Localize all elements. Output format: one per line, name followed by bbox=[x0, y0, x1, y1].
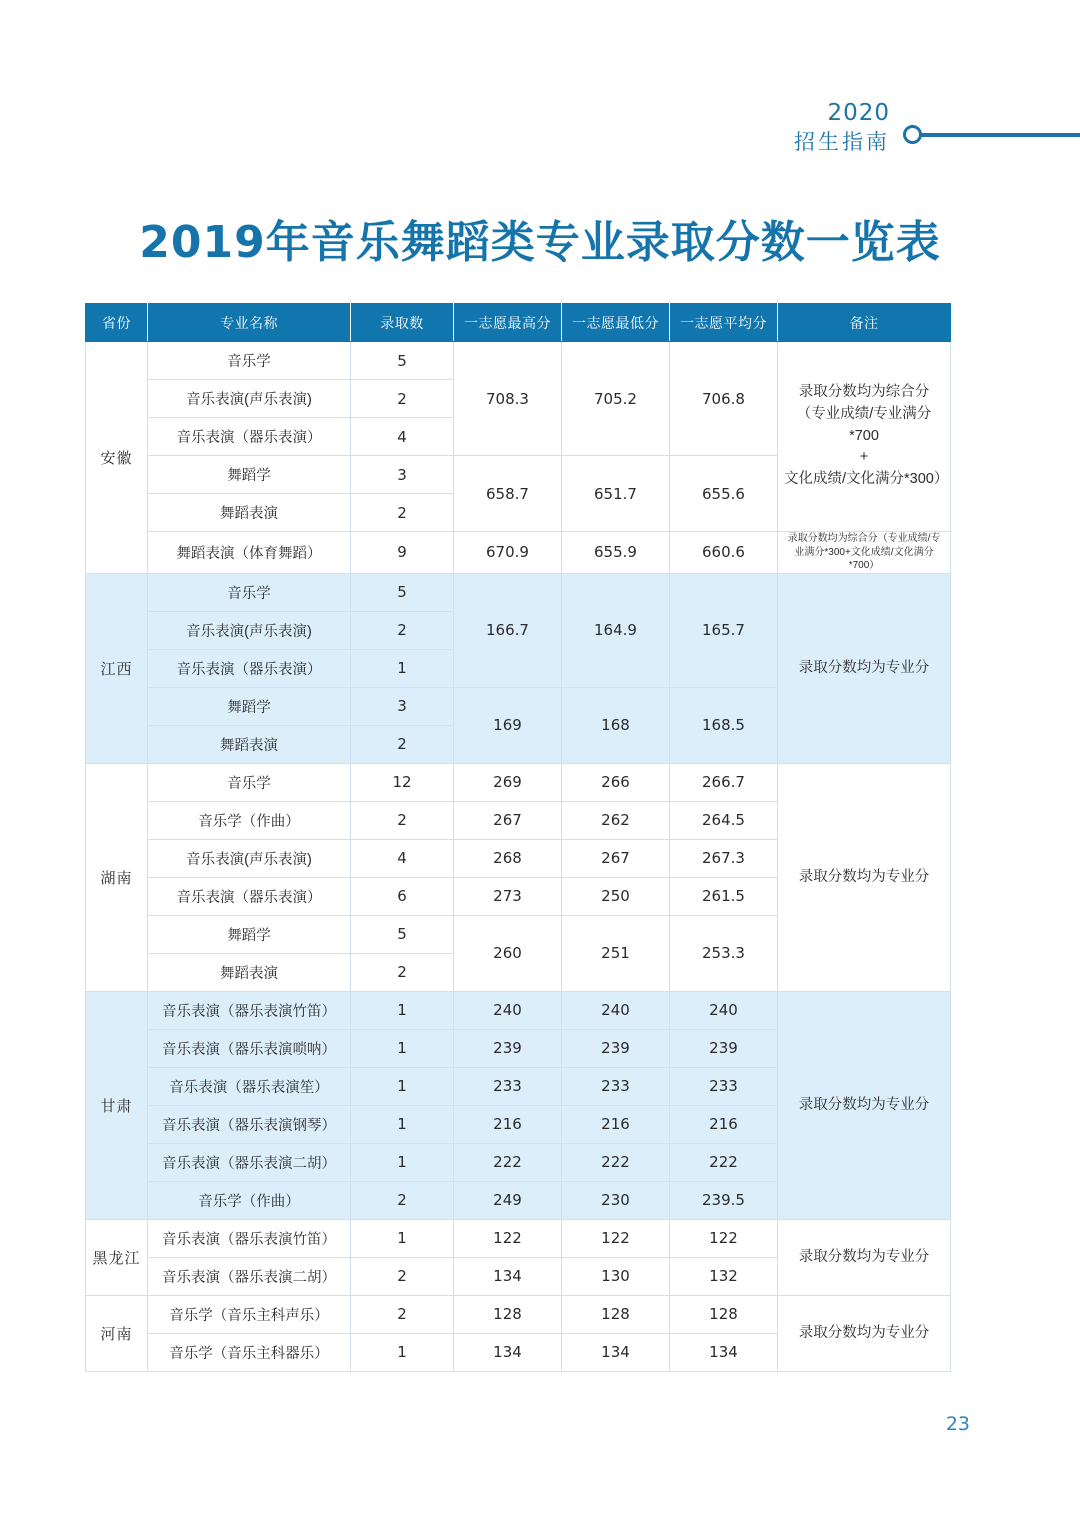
cell-count: 5 bbox=[351, 573, 454, 611]
cell-average: 706.8 bbox=[670, 342, 778, 456]
cell-province: 河南 bbox=[86, 1295, 148, 1371]
cell-lowest: 164.9 bbox=[562, 573, 670, 687]
cell-highest: 134 bbox=[454, 1257, 562, 1295]
cell-average: 233 bbox=[670, 1067, 778, 1105]
table-head bbox=[86, 304, 951, 342]
header-subtitle: 招生指南 bbox=[794, 130, 890, 154]
cell-major: 舞蹈学 bbox=[148, 456, 351, 494]
scores-table bbox=[85, 303, 951, 1372]
cell-count: 1 bbox=[351, 1105, 454, 1143]
cell-province: 湖南 bbox=[86, 763, 148, 991]
col-header-count: 录取数 bbox=[351, 304, 454, 342]
header-rule bbox=[920, 133, 1080, 137]
cell-count: 2 bbox=[351, 494, 454, 532]
cell-highest: 166.7 bbox=[454, 573, 562, 687]
table-row bbox=[86, 1295, 951, 1333]
cell-lowest: 239 bbox=[562, 1029, 670, 1067]
cell-count: 6 bbox=[351, 877, 454, 915]
cell-average: 267.3 bbox=[670, 839, 778, 877]
cell-highest: 670.9 bbox=[454, 532, 562, 574]
cell-highest: 169 bbox=[454, 687, 562, 763]
cell-lowest: 128 bbox=[562, 1295, 670, 1333]
cell-lowest: 705.2 bbox=[562, 342, 670, 456]
cell-major: 音乐学 bbox=[148, 763, 351, 801]
cell-major: 音乐表演(声乐表演) bbox=[148, 380, 351, 418]
cell-remark: 录取分数均为专业分 bbox=[778, 991, 951, 1219]
scores-table-container bbox=[85, 303, 950, 1372]
cell-major: 音乐表演（器乐表演二胡） bbox=[148, 1143, 351, 1181]
cell-major: 音乐表演(声乐表演) bbox=[148, 839, 351, 877]
cell-count: 1 bbox=[351, 1333, 454, 1371]
cell-count: 2 bbox=[351, 1257, 454, 1295]
cell-major: 音乐表演(声乐表演) bbox=[148, 611, 351, 649]
cell-count: 1 bbox=[351, 1143, 454, 1181]
cell-average: 655.6 bbox=[670, 456, 778, 532]
cell-remark: 录取分数均为综合分（专业成绩/专业满分*300+文化成绩/文化满分*700） bbox=[778, 532, 951, 574]
cell-highest: 122 bbox=[454, 1219, 562, 1257]
cell-average: 239 bbox=[670, 1029, 778, 1067]
cell-major: 音乐学（作曲） bbox=[148, 1181, 351, 1219]
col-header-average: 一志愿平均分 bbox=[670, 304, 778, 342]
cell-remark: 录取分数均为专业分 bbox=[778, 573, 951, 763]
table-body bbox=[86, 342, 951, 1372]
col-header-province: 省份 bbox=[86, 304, 148, 342]
cell-count: 5 bbox=[351, 915, 454, 953]
cell-average: 165.7 bbox=[670, 573, 778, 687]
cell-count: 9 bbox=[351, 532, 454, 574]
cell-highest: 260 bbox=[454, 915, 562, 991]
cell-average: 239.5 bbox=[670, 1181, 778, 1219]
cell-major: 音乐学 bbox=[148, 573, 351, 611]
col-header-highest: 一志愿最高分 bbox=[454, 304, 562, 342]
cell-province: 江西 bbox=[86, 573, 148, 763]
col-header-major: 专业名称 bbox=[148, 304, 351, 342]
cell-average: 660.6 bbox=[670, 532, 778, 574]
cell-highest: 273 bbox=[454, 877, 562, 915]
cell-average: 253.3 bbox=[670, 915, 778, 991]
cell-count: 3 bbox=[351, 687, 454, 725]
cell-highest: 267 bbox=[454, 801, 562, 839]
table-row bbox=[86, 532, 951, 574]
table-row bbox=[86, 763, 951, 801]
cell-lowest: 130 bbox=[562, 1257, 670, 1295]
cell-count: 4 bbox=[351, 839, 454, 877]
cell-count: 4 bbox=[351, 418, 454, 456]
cell-highest: 134 bbox=[454, 1333, 562, 1371]
cell-count: 2 bbox=[351, 725, 454, 763]
cell-lowest: 251 bbox=[562, 915, 670, 991]
cell-average: 261.5 bbox=[670, 877, 778, 915]
cell-average: 216 bbox=[670, 1105, 778, 1143]
cell-count: 1 bbox=[351, 991, 454, 1029]
cell-average: 266.7 bbox=[670, 763, 778, 801]
col-header-lowest: 一志愿最低分 bbox=[562, 304, 670, 342]
cell-highest: 268 bbox=[454, 839, 562, 877]
cell-highest: 240 bbox=[454, 991, 562, 1029]
cell-average: 132 bbox=[670, 1257, 778, 1295]
cell-highest: 233 bbox=[454, 1067, 562, 1105]
cell-count: 2 bbox=[351, 1295, 454, 1333]
cell-lowest: 262 bbox=[562, 801, 670, 839]
cell-lowest: 651.7 bbox=[562, 456, 670, 532]
cell-count: 2 bbox=[351, 1181, 454, 1219]
cell-major: 音乐表演（器乐表演竹笛） bbox=[148, 991, 351, 1029]
cell-highest: 658.7 bbox=[454, 456, 562, 532]
cell-highest: 216 bbox=[454, 1105, 562, 1143]
cell-major: 音乐学（作曲） bbox=[148, 801, 351, 839]
cell-count: 1 bbox=[351, 1067, 454, 1105]
cell-major: 音乐表演（器乐表演竹笛） bbox=[148, 1219, 351, 1257]
cell-major: 音乐学（音乐主科声乐） bbox=[148, 1295, 351, 1333]
cell-count: 5 bbox=[351, 342, 454, 380]
cell-lowest: 266 bbox=[562, 763, 670, 801]
cell-major: 音乐表演（器乐表演笙） bbox=[148, 1067, 351, 1105]
cell-average: 128 bbox=[670, 1295, 778, 1333]
cell-major: 音乐表演（器乐表演） bbox=[148, 877, 351, 915]
cell-remark: 录取分数均为专业分 bbox=[778, 1219, 951, 1295]
cell-highest: 222 bbox=[454, 1143, 562, 1181]
cell-major: 舞蹈表演 bbox=[148, 494, 351, 532]
col-header-remark: 备注 bbox=[778, 304, 951, 342]
cell-remark: 录取分数均为专业分 bbox=[778, 763, 951, 991]
cell-lowest: 168 bbox=[562, 687, 670, 763]
table-row bbox=[86, 991, 951, 1029]
cell-count: 1 bbox=[351, 649, 454, 687]
cell-major: 舞蹈表演 bbox=[148, 953, 351, 991]
cell-province: 甘肃 bbox=[86, 991, 148, 1219]
table-row bbox=[86, 1219, 951, 1257]
cell-remark: 录取分数均为综合分 （专业成绩/专业满分*700 + 文化成绩/文化满分*300） bbox=[778, 342, 951, 532]
cell-lowest: 122 bbox=[562, 1219, 670, 1257]
cell-major: 舞蹈表演（体育舞蹈） bbox=[148, 532, 351, 574]
cell-major: 音乐表演（器乐表演钢琴） bbox=[148, 1105, 351, 1143]
cell-highest: 128 bbox=[454, 1295, 562, 1333]
cell-major: 音乐表演（器乐表演二胡） bbox=[148, 1257, 351, 1295]
cell-major: 音乐表演（器乐表演唢呐） bbox=[148, 1029, 351, 1067]
cell-highest: 708.3 bbox=[454, 342, 562, 456]
cell-province: 黑龙江 bbox=[86, 1219, 148, 1295]
table-row bbox=[86, 573, 951, 611]
cell-lowest: 240 bbox=[562, 991, 670, 1029]
cell-lowest: 250 bbox=[562, 877, 670, 915]
page-number: 23 bbox=[945, 1413, 970, 1435]
cell-count: 2 bbox=[351, 611, 454, 649]
cell-average: 222 bbox=[670, 1143, 778, 1181]
cell-average: 122 bbox=[670, 1219, 778, 1257]
header-year: 2020 bbox=[827, 100, 890, 126]
cell-major: 音乐表演（器乐表演） bbox=[148, 649, 351, 687]
cell-province: 安徽 bbox=[86, 342, 148, 574]
cell-highest: 249 bbox=[454, 1181, 562, 1219]
cell-highest: 239 bbox=[454, 1029, 562, 1067]
cell-count: 2 bbox=[351, 380, 454, 418]
cell-major: 音乐表演（器乐表演） bbox=[148, 418, 351, 456]
cell-lowest: 222 bbox=[562, 1143, 670, 1181]
cell-count: 3 bbox=[351, 456, 454, 494]
table-row bbox=[86, 342, 951, 380]
cell-major: 音乐学（音乐主科器乐） bbox=[148, 1333, 351, 1371]
table-header-row bbox=[86, 304, 951, 342]
cell-lowest: 233 bbox=[562, 1067, 670, 1105]
cell-lowest: 216 bbox=[562, 1105, 670, 1143]
cell-average: 264.5 bbox=[670, 801, 778, 839]
cell-count: 2 bbox=[351, 953, 454, 991]
cell-average: 240 bbox=[670, 991, 778, 1029]
cell-average: 168.5 bbox=[670, 687, 778, 763]
cell-major: 舞蹈学 bbox=[148, 687, 351, 725]
cell-count: 1 bbox=[351, 1219, 454, 1257]
cell-remark: 录取分数均为专业分 bbox=[778, 1295, 951, 1371]
cell-major: 舞蹈表演 bbox=[148, 725, 351, 763]
page-title: 2019年音乐舞蹈类专业录取分数一览表 bbox=[139, 217, 941, 268]
cell-major: 舞蹈学 bbox=[148, 915, 351, 953]
cell-lowest: 134 bbox=[562, 1333, 670, 1371]
cell-count: 2 bbox=[351, 801, 454, 839]
cell-lowest: 655.9 bbox=[562, 532, 670, 574]
cell-highest: 269 bbox=[454, 763, 562, 801]
cell-count: 1 bbox=[351, 1029, 454, 1067]
cell-major: 音乐学 bbox=[148, 342, 351, 380]
cell-count: 12 bbox=[351, 763, 454, 801]
cell-average: 134 bbox=[670, 1333, 778, 1371]
cell-lowest: 230 bbox=[562, 1181, 670, 1219]
cell-lowest: 267 bbox=[562, 839, 670, 877]
